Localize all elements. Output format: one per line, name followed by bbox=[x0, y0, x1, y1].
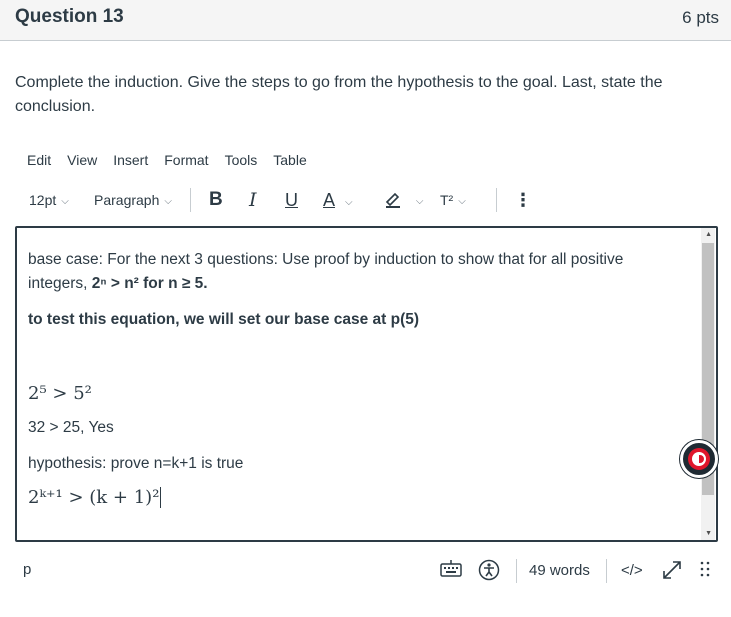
question-title: Question 13 bbox=[15, 6, 124, 27]
editor-menubar bbox=[27, 152, 323, 168]
checker-badge-icon bbox=[688, 448, 710, 470]
keyboard-shortcuts-icon[interactable] bbox=[440, 559, 462, 583]
rich-text-editor[interactable] bbox=[15, 226, 718, 542]
menu-tools[interactable]: Tools bbox=[224, 152, 258, 168]
editor-line-hypothesis: hypothesis: prove n=k+1 is true bbox=[28, 455, 244, 472]
text-color-icon: A bbox=[323, 190, 336, 210]
text-color-button[interactable] bbox=[323, 185, 353, 215]
chevron-down-icon: ⌵ bbox=[415, 196, 424, 207]
text-cursor bbox=[160, 487, 161, 508]
highlighter-icon bbox=[384, 192, 406, 208]
accessibility-checker-badge[interactable] bbox=[680, 440, 718, 478]
math-hypothesis-inequality bbox=[28, 486, 668, 510]
bold-button[interactable]: B bbox=[209, 189, 223, 210]
italic-button[interactable]: I bbox=[249, 189, 257, 211]
font-size-value: 12pt bbox=[29, 192, 57, 208]
font-size-dropdown[interactable] bbox=[29, 185, 69, 215]
menu-view[interactable]: View bbox=[67, 152, 98, 168]
question-header bbox=[0, 0, 731, 41]
scroll-up-icon[interactable]: ▲ bbox=[705, 231, 712, 238]
toolbar-divider bbox=[496, 188, 497, 212]
chevron-down-icon: ⌵ bbox=[345, 197, 353, 208]
question-points: 6 pts bbox=[682, 8, 719, 27]
question-prompt: Complete the induction. Give the steps to go from the hypothesis to the goal. Last, state the conclusion. bbox=[15, 74, 663, 115]
block-format-value: Paragraph bbox=[94, 192, 160, 208]
highlight-color-button[interactable] bbox=[384, 185, 423, 215]
editor-line-base-case bbox=[28, 248, 668, 296]
toolbar-divider bbox=[190, 188, 191, 212]
superscript-button[interactable] bbox=[440, 185, 466, 215]
menu-table[interactable]: Table bbox=[273, 152, 307, 168]
block-format-dropdown[interactable] bbox=[94, 185, 172, 215]
base-case-text: base case: For the next 3 questions: Use proof by induction to show that for all positive integers, bbox=[28, 251, 624, 292]
menu-edit[interactable]: Edit bbox=[27, 152, 52, 168]
chevron-down-icon: ⌵ bbox=[61, 196, 69, 207]
editor-line-test: to test this equation, we will set our base case at p(5) bbox=[28, 311, 420, 328]
resize-handle-icon[interactable] bbox=[699, 559, 711, 583]
editor-statusbar bbox=[0, 553, 731, 589]
more-options-button[interactable]: ⋮ bbox=[514, 190, 532, 210]
accessibility-checker-icon[interactable] bbox=[478, 559, 500, 583]
base-case-expression: 2ⁿ > n² for n ≥ 5. bbox=[91, 275, 208, 292]
statusbar-divider bbox=[606, 559, 607, 583]
underline-button[interactable]: U bbox=[285, 190, 298, 210]
html-editor-toggle[interactable]: </> bbox=[621, 562, 643, 579]
editor-line-result: 32 > 25, Yes bbox=[28, 419, 114, 436]
chevron-down-icon: ⌵ bbox=[458, 196, 466, 207]
menu-format[interactable]: Format bbox=[164, 152, 209, 168]
editor-toolbar bbox=[20, 185, 530, 215]
math-hypothesis-text: 2ᵏ⁺¹ > (k + 1)² bbox=[28, 487, 160, 508]
superscript-icon: T² bbox=[440, 192, 454, 208]
math-base-inequality: 2⁵ > 5² bbox=[28, 383, 92, 404]
statusbar-divider bbox=[516, 559, 517, 583]
fullscreen-icon[interactable] bbox=[661, 559, 683, 583]
element-path[interactable]: p bbox=[23, 561, 32, 578]
scroll-down-icon[interactable]: ▼ bbox=[705, 530, 712, 537]
chevron-down-icon: ⌵ bbox=[164, 196, 172, 207]
editor-content[interactable] bbox=[28, 248, 668, 510]
word-count[interactable]: 49 words bbox=[529, 562, 590, 579]
menu-insert[interactable]: Insert bbox=[113, 152, 149, 168]
